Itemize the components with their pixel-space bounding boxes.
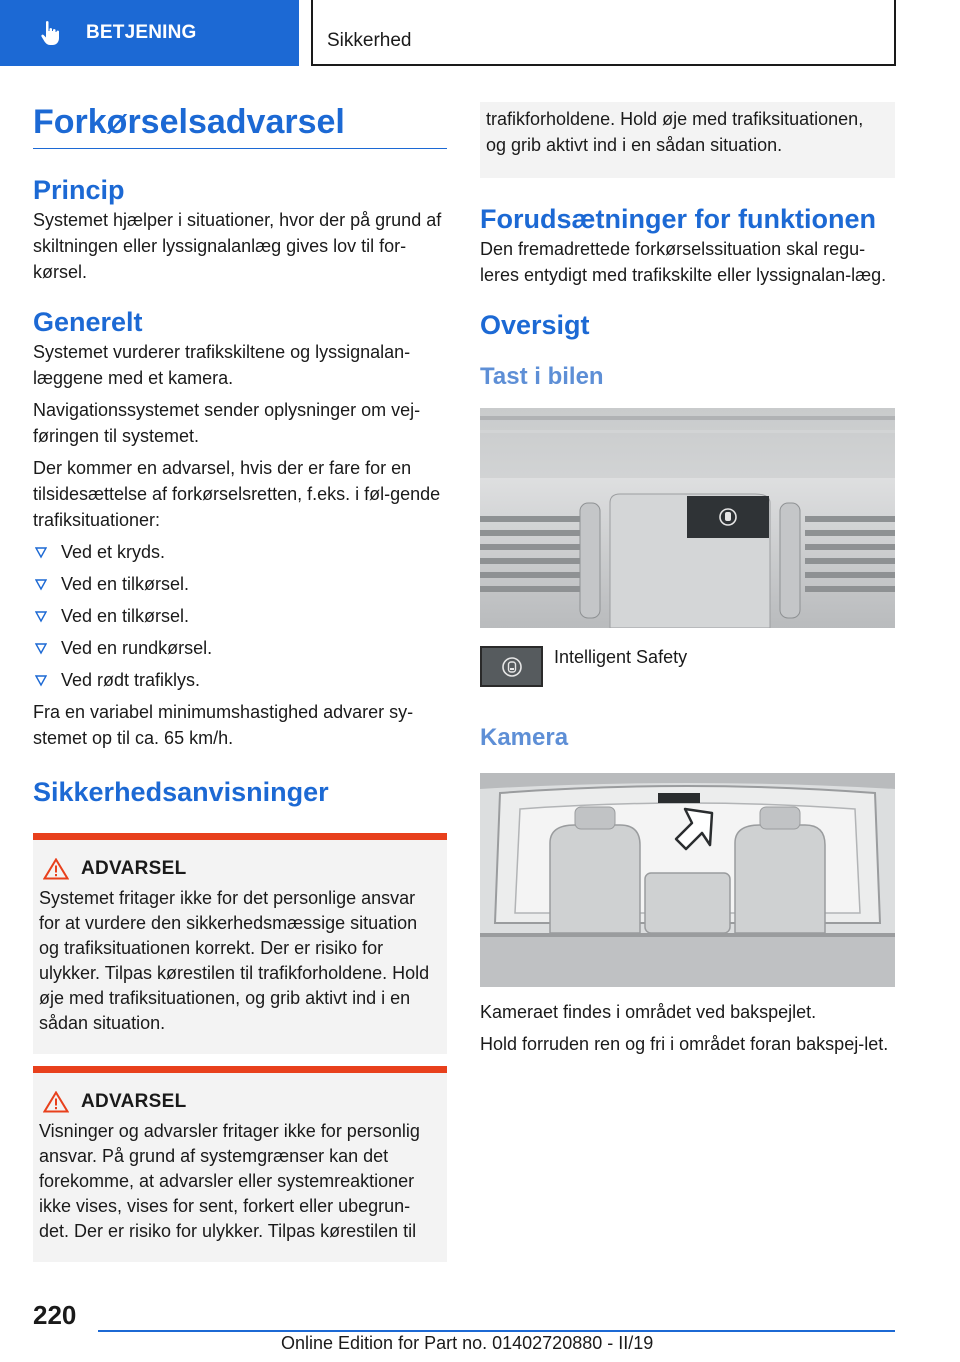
chapter-tab-label: BETJENING [86, 22, 197, 43]
heading-sikkerhedsanvisninger: Sikkerhedsanvisninger [33, 777, 329, 807]
list-item: Ved en rundkørsel. [33, 635, 447, 661]
page-number: 220 [33, 1300, 77, 1330]
dashboard-button-image [480, 408, 895, 628]
page-header [0, 0, 960, 66]
speed-text: Fra en variabel minimumshastighed advarer sy-stemet op til ca. 65 km/h. [33, 702, 414, 748]
kamera-paragraph-2: Hold forruden ren og fri i området foran bakspej-let. [480, 1034, 889, 1054]
warning-text: Visninger og advarsler fritager ikke for personlig ansvar. På grund af systemgrænser kan det forekomme, at advarsler eller systemreaktioner ikke vises, vises for sent, forkert eller ubegrun-det. Der er risiko for ulykker. Tilpas kørestilen til [39, 1121, 420, 1241]
heading-tast-i-bilen: Tast i bilen [480, 363, 604, 390]
heading-generelt: Generelt [33, 307, 143, 337]
intelligent-safety-button-icon [480, 646, 543, 687]
triangle-bullet-icon [35, 643, 47, 655]
heading-kamera: Kamera [480, 724, 569, 751]
situation-list [33, 539, 447, 693]
warning-box-2 [33, 1066, 447, 1262]
chapter-tab[interactable] [0, 0, 299, 66]
generelt-paragraph-2: Navigationssystemet sender oplysninger om vej-føringen til systemet. [33, 400, 421, 446]
section-label: Sikkerhed [327, 30, 412, 51]
heading-oversigt: Oversigt [480, 310, 590, 340]
triangle-bullet-icon [35, 547, 47, 559]
list-item: Ved en tilkørsel. [33, 571, 447, 597]
page-title: Forkørselsadvarsel [33, 100, 447, 149]
list-item: Ved rødt trafiklys. [33, 667, 447, 693]
generelt-paragraph-3: Der kommer en advarsel, hvis der er fare for en tilsidesættelse af forkørselsretten, f.eks. i føl-gende trafiksituationer: [33, 458, 441, 530]
warning-title: ADVARSEL [81, 858, 187, 879]
list-item: Ved en tilkørsel. [33, 603, 447, 629]
hand-pointer-icon [40, 20, 64, 46]
princip-text: Systemet hjælper i situationer, hvor der på grund af skiltningen eller lyssignalanlæg gives lov til for-kørsel. [33, 210, 442, 282]
triangle-bullet-icon [35, 579, 47, 591]
button-legend [480, 646, 895, 687]
warning-triangle-icon [43, 858, 69, 880]
forudsaetninger-text: Den fremadrettede forkørselssituation skal regu-leres entydigt med trafikskilte eller lyssignalan-læg. [480, 239, 887, 285]
triangle-bullet-icon [35, 611, 47, 623]
heading-forudsaetninger: Forudsætninger for funktionen [480, 204, 876, 234]
right-column [480, 102, 895, 1057]
warning-text: Systemet fritager ikke for det personlige ansvar for at vurdere den sikkerhedsmæssige situation og trafiksituationen korrekt. Der er risiko for ulykker. Tilpas kørestilen til trafikforholdene. Hold øje med trafiksituationen, og grib aktivt ind i en sådan situation. [39, 888, 430, 1033]
generelt-paragraph-1: Systemet vurderer trafikskiltene og lyssignalan-læggene med et kamera. [33, 342, 411, 388]
camera-location-image [480, 773, 895, 987]
continued-warning-text: trafikforholdene. Hold øje med trafiksituationen, og grib aktivt ind i en sådan situation. [486, 109, 864, 155]
warning-header [39, 1091, 439, 1113]
list-item: Ved et kryds. [33, 539, 447, 565]
warning-continuation-box [480, 102, 895, 178]
warning-box-1 [33, 833, 447, 1054]
warning-title: ADVARSEL [81, 1091, 187, 1112]
triangle-bullet-icon [35, 675, 47, 687]
warning-triangle-icon [43, 1091, 69, 1113]
footer-divider [98, 1330, 895, 1332]
section-box [311, 0, 896, 66]
left-column [33, 100, 447, 1262]
button-label: Intelligent Safety [554, 647, 688, 667]
edition-text: Online Edition for Part no. 01402720880 - II/19 [281, 1333, 654, 1353]
warning-header [39, 858, 439, 880]
kamera-paragraph-1: Kameraet findes i området ved bakspejlet. [480, 1002, 817, 1022]
heading-princip: Princip [33, 175, 125, 205]
